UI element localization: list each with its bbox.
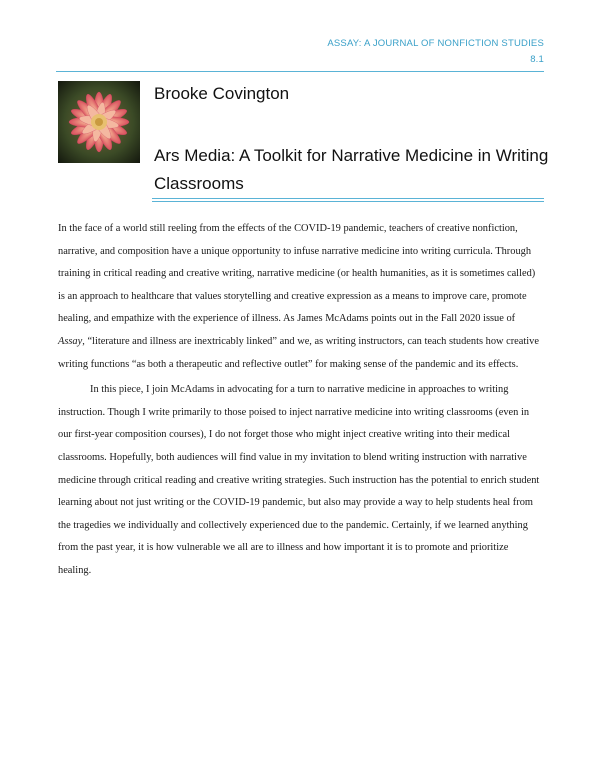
paragraph-1: [58, 218, 544, 376]
article-title: Ars Media: A Toolkit for Narrative Medicine in Writing Classrooms: [154, 146, 549, 193]
journal-title: ASSAY: A JOURNAL OF NONFICTION STUDIES: [327, 38, 544, 49]
title-rule-bottom: [152, 201, 544, 202]
journal-name-italic: Assay: [58, 335, 83, 347]
paragraph-1-text: In the face of a world still reeling from the effects of the COVID-19 pandemic, teachers of creative nonfiction, narrative, and composition have a unique opportunity to infuse narrative medicine into writing curricula. Through training in critical reading and creative writing, narrative medicine (or health humanities, as it is sometimes called) is an approach to healthcare that values storytelling and creative expression as a means to improve care, promote healing, and empathize with the experience of illness. As James McAdams points out in the Fall 2020 issue of: [58, 223, 536, 325]
issue-number: 8.1: [530, 54, 544, 65]
header-rule: [56, 71, 544, 72]
running-head: [327, 36, 544, 68]
article-body: [58, 218, 544, 583]
author-name: Brooke Covington: [154, 84, 290, 103]
paragraph-2: In this piece, I join McAdams in advocating for a turn to narrative medicine in approaches to writing instruction. Though I write primarily to those poised to inject narrative medicine into writing classrooms (even in our first-year composition courses), I do not forget those who might inject creative writing into their medical classrooms. Hopefully, both audiences will find value in my invitation to blend writing instruction with narrative medicine through critical reading and creative writing strategies. Such instruction has the potential to enrich student learning about not just writing or the COVID-19 pandemic, but also may provide a way to help students heal from the tragedies we individually and collectively experienced due to the pandemic. Certainly, if we learned anything from the past year, it is how vulnerable we all are to illness and how important it is to promote and prioritize healing.: [58, 384, 540, 576]
author-photo: [58, 81, 140, 163]
title-rule-top: [152, 198, 544, 199]
paragraph-1-text-end: , “literature and illness are inextricably linked” and we, as writing instructors, can teach students how creative writing functions “as both a therapeutic and reflective outlet” for making sense of the pandemic and its effects.: [58, 335, 539, 370]
